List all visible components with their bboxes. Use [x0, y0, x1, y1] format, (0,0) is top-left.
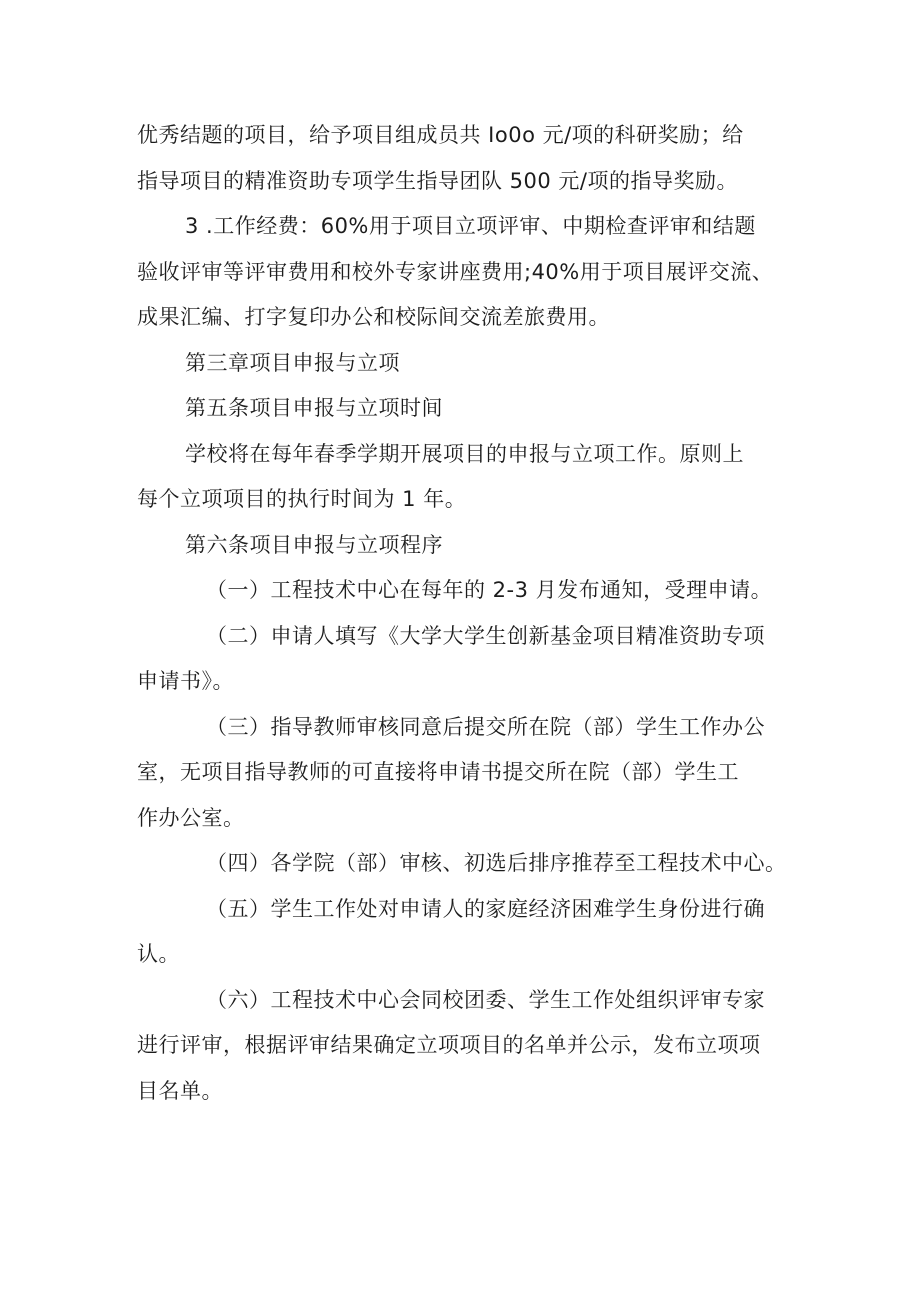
- chapter-heading: 第三章项目申报与立项: [185, 350, 400, 375]
- text-line: 认。: [137, 942, 180, 966]
- text-line: 验收评审等评审费用和校外专家讲座费用;40%用于项目展评交流、: [137, 259, 774, 284]
- text-line: 学校将在每年春季学期开展项目的申报与立项工作。原则上: [185, 441, 744, 466]
- list-item: （六）工程技术中心会同校团委、学生工作处组织评审专家: [206, 987, 765, 1012]
- article-heading: 第五条项目申报与立项时间: [185, 396, 443, 420]
- list-item: （二）申请人填写《大学大学生创新基金项目精准资助专项: [206, 623, 765, 648]
- text-line: 3 .工作经费：60%用于项目立项评审、中期检查评审和结题: [185, 214, 756, 238]
- text-line: 目名单。: [137, 1078, 223, 1103]
- list-item: （四）各学院（部）审核、初选后排序推荐至工程技术中心。: [206, 851, 787, 875]
- text-line: 申请书》。: [137, 669, 234, 693]
- list-item: （五）学生工作处对申请人的家庭经济困难学生身份进行确: [206, 896, 765, 921]
- article-heading: 第六条项目申报与立项程序: [185, 532, 443, 557]
- list-item: （三）指导教师审核同意后提交所在院（部）学生工作办公: [206, 714, 765, 739]
- text-line: 指导项目的精准资助专项学生指导团队 500 元/项的指导奖励。: [137, 168, 739, 193]
- text-line: 成果汇编、打字复印办公和校际间交流差旅费用。: [137, 305, 610, 329]
- text-line: 作办公室。: [137, 805, 245, 830]
- text-line: 优秀结题的项目，给予项目组成员共 Io0o 元/项的科研奖励；给: [137, 123, 744, 147]
- list-item: （一）工程技术中心在每年的 2-3 月发布通知，受理申请。: [206, 578, 773, 602]
- text-line: 室，无项目指导教师的可直接将申请书提交所在院（部）学生工: [137, 760, 739, 784]
- document-body: [137, 113, 797, 1114]
- text-line: 每个立项项目的执行时间为 1 年。: [137, 487, 467, 511]
- text-line: 进行评审，根据评审结果确定立项项目的名单并公示，发布立项项: [137, 1033, 761, 1057]
